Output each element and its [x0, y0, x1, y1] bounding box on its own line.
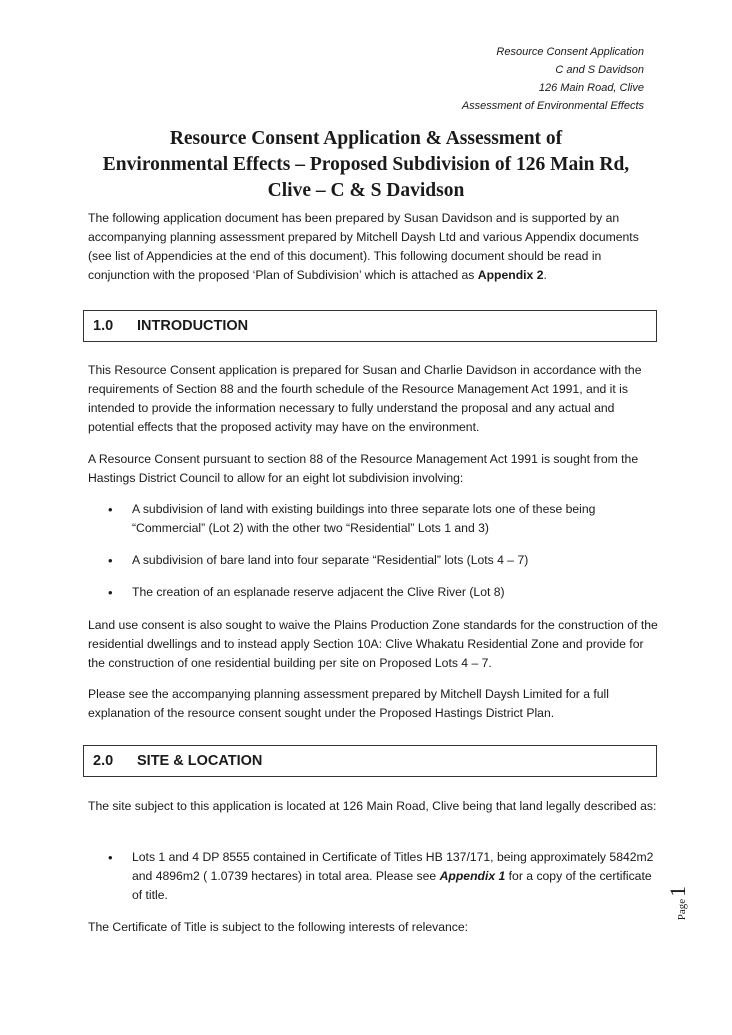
intro-text: The following application document has been prepared by Susan Davidson and is supported by an accompanying planning assessment prepared by Mitchell Daysh Ltd and various Appendix documents (see list of Appendicies at the end of this document). This following document should be read in conjunction with the proposed ‘Plan of Subdivision’ which is attached as — [88, 211, 639, 282]
running-header — [462, 43, 644, 115]
site-paragraph: The site subject to this application is located at 126 Main Road, Clive being that land legally described as: — [88, 799, 657, 813]
subdivision-bullet-list — [88, 500, 658, 602]
section-label: INTRODUCTION — [137, 318, 249, 334]
header-line: Resource Consent Application — [496, 46, 644, 58]
section-number: 2.0 — [93, 753, 114, 769]
appendix-2-reference: Appendix 2 — [477, 268, 544, 282]
list-item: • A subdivision of land with existing buildings into three separate lots one of these being “Commercial” (Lot 2) with the other two “Residential” Lots 1 and 3) — [88, 500, 658, 538]
intro-body-paragraph-1: This Resource Consent application is prepared for Susan and Charlie Davidson in accordance with the requirements of Section 88 and the fourth schedule of the Resource Management Act 1991, and it is intended to provide the information necessary to fully understand the proposal and any actual and potential effects that the proposed activity may have on the environment. — [88, 363, 642, 434]
title-line: Clive – C & S Davidson — [267, 180, 465, 201]
intro-tail: . — [543, 268, 547, 282]
list-item: • A subdivision of bare land into four separate “Residential” lots (Lots 4 – 7) — [88, 551, 658, 570]
title-interests-paragraph: The Certificate of Title is subject to the following interests of relevance: — [88, 920, 469, 934]
header-line: 126 Main Road, Clive — [538, 82, 644, 94]
header-line: C and S Davidson — [555, 64, 644, 76]
section-label: SITE & LOCATION — [137, 753, 263, 769]
section-heading-site-location — [83, 745, 657, 777]
appendix-1-reference: Appendix 1 — [439, 869, 506, 883]
section-heading-introduction — [83, 310, 657, 342]
planning-assessment-paragraph: Please see the accompanying planning assessment prepared by Mitchell Daysh Limited for a full explanation of the resource consent sought under the Proposed Hastings District Plan. — [88, 687, 609, 720]
page-number-value: 1 — [665, 885, 690, 897]
header-line: Assessment of Environmental Effects — [461, 100, 644, 112]
intro-paragraph — [88, 209, 658, 285]
document-title — [84, 126, 648, 204]
land-use-paragraph: Land use consent is also sought to waive the Plains Production Zone standards for the construction of the residential dwellings and to instead apply Section 10A: Clive Whakatu Residential Zone and provide for the construction of one residential building per site on Proposed Lots 4 – 7. — [88, 618, 658, 670]
page-number — [665, 883, 711, 923]
page-word: Page — [676, 898, 688, 921]
section-number: 1.0 — [93, 318, 114, 334]
title-line: Environmental Effects – Proposed Subdivision of 126 Main Rd, — [102, 154, 630, 175]
title-line: Resource Consent Application & Assessment of — [169, 128, 563, 149]
list-item — [88, 848, 658, 905]
bullet-text: Lots 1 and 4 DP 8555 contained in Certificate of Titles HB 137/171, being approximately 5842m2 and 4896m2 ( 1.0739 hectares) in total area. Please see — [132, 850, 654, 883]
site-bullet-list — [88, 848, 658, 905]
bullet-tail: for a copy of the certificate of title. — [132, 869, 652, 902]
list-item: • The creation of an esplanade reserve adjacent the Clive River (Lot 8) — [88, 583, 658, 602]
intro-body-paragraph-2: A Resource Consent pursuant to section 88 of the Resource Management Act 1991 is sought from the Hastings District Council to allow for an eight lot subdivision involving: — [88, 452, 639, 485]
